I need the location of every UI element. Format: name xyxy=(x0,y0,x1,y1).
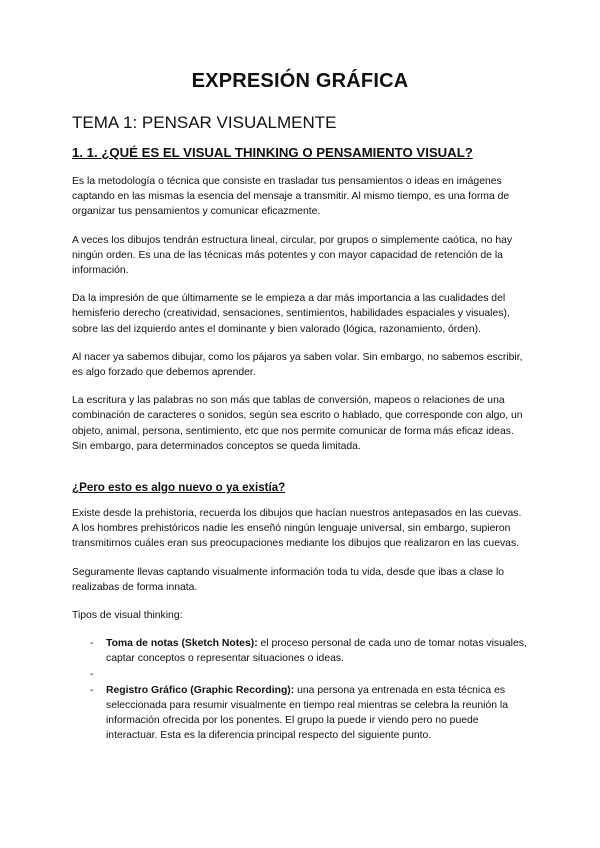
paragraph: Tipos de visual thinking: xyxy=(72,610,183,622)
visual-thinking-types-list xyxy=(72,636,528,743)
document-title: EXPRESIÓN GRÁFICA xyxy=(191,70,409,92)
list-item-text: una persona ya entrenada en esta técnica es seleccionada para resumir visualmente en tiempo real mientras se celebra la reunión la información ofrecida por los ponentes. El grupo la puede ir viendo pero no puede interactuar. Esta es la diferencia principal respecto del siguiente punto. xyxy=(106,684,508,742)
list-dash: - xyxy=(90,638,94,650)
subheading: ¿Pero esto es algo nuevo o ya existía? xyxy=(72,481,286,495)
paragraph: Seguramente llevas captando visualmente información toda tu vida, desde que ibas a clase lo realizabas de forma innata. xyxy=(72,566,505,593)
paragraph: Existe desde la prehistoria, recuerda los dibujos que hacían nuestros antepasados en las cuevas. A los hombres prehistóricos nadie les enseñó ningún lenguaje universal, sin embargo, supieron transmitirnos cuáles eran sus preocupaciones mediante los dibujos que realizaron en las cuevas. xyxy=(72,508,522,550)
list-item-term: Toma de notas (Sketch Notes): xyxy=(106,638,258,650)
list-item-text: el proceso personal de cada uno de tomar notas visuales, captar conceptos o representar situaciones o ideas. xyxy=(106,638,527,665)
list-item xyxy=(90,636,528,666)
topic-heading: TEMA 1: PENSAR VISUALMENTE xyxy=(72,113,337,132)
list-item xyxy=(90,667,528,683)
paragraph: Da la impresión de que últimamente se le empieza a dar más importancia a las cualidades del hemisferio derecho (creatividad, sensaciones, sentimientos, habilidades espaciales y visuales), sobre las del izquierdo antes el dominante y bien valorado (lógica, razonamiento, órden). xyxy=(72,293,510,335)
paragraph: Al nacer ya sabemos dibujar, como los pájaros ya saben volar. Sin embargo, no sabemos escribir, es algo forzado que debemos aprender. xyxy=(72,351,523,379)
spacer xyxy=(72,467,528,481)
list-item-term: Registro Gráfico (Graphic Recording): xyxy=(106,684,295,696)
section-heading: 1. 1. ¿QUÉ ES EL VISUAL THINKING O PENSAMIENTO VISUAL? xyxy=(72,145,473,160)
list-dash: - xyxy=(90,684,94,696)
paragraph: A veces los dibujos tendrán estructura lineal, circular, por grupos o simplemente caótica, no hay ningún orden. Es una de las técnicas más potentes y con mayor capacidad de retención de la información. xyxy=(72,234,513,277)
paragraph: Es la metodología o técnica que consiste en trasladar tus pensamientos o ideas en imágenes captando en las mismas la esencia del mensaje a transmitir. Al mismo tiempo, es una forma de organizar tus pensamientos y comunicar eficazmente. xyxy=(72,176,510,218)
paragraph: La escritura y las palabras no son más que tablas de conversión, mapeos o relaciones de una combinación de caracteres o sonidos, según sea escrito o hablado, que corresponde con algo, un objeto, animal, persona, sentimiento, etc que nos permite comunicar de forma más eficaz ideas. Sin embargo, para determinados conceptos se queda limitada. xyxy=(72,395,523,452)
list-dash: - xyxy=(90,668,94,680)
list-item xyxy=(90,683,528,744)
